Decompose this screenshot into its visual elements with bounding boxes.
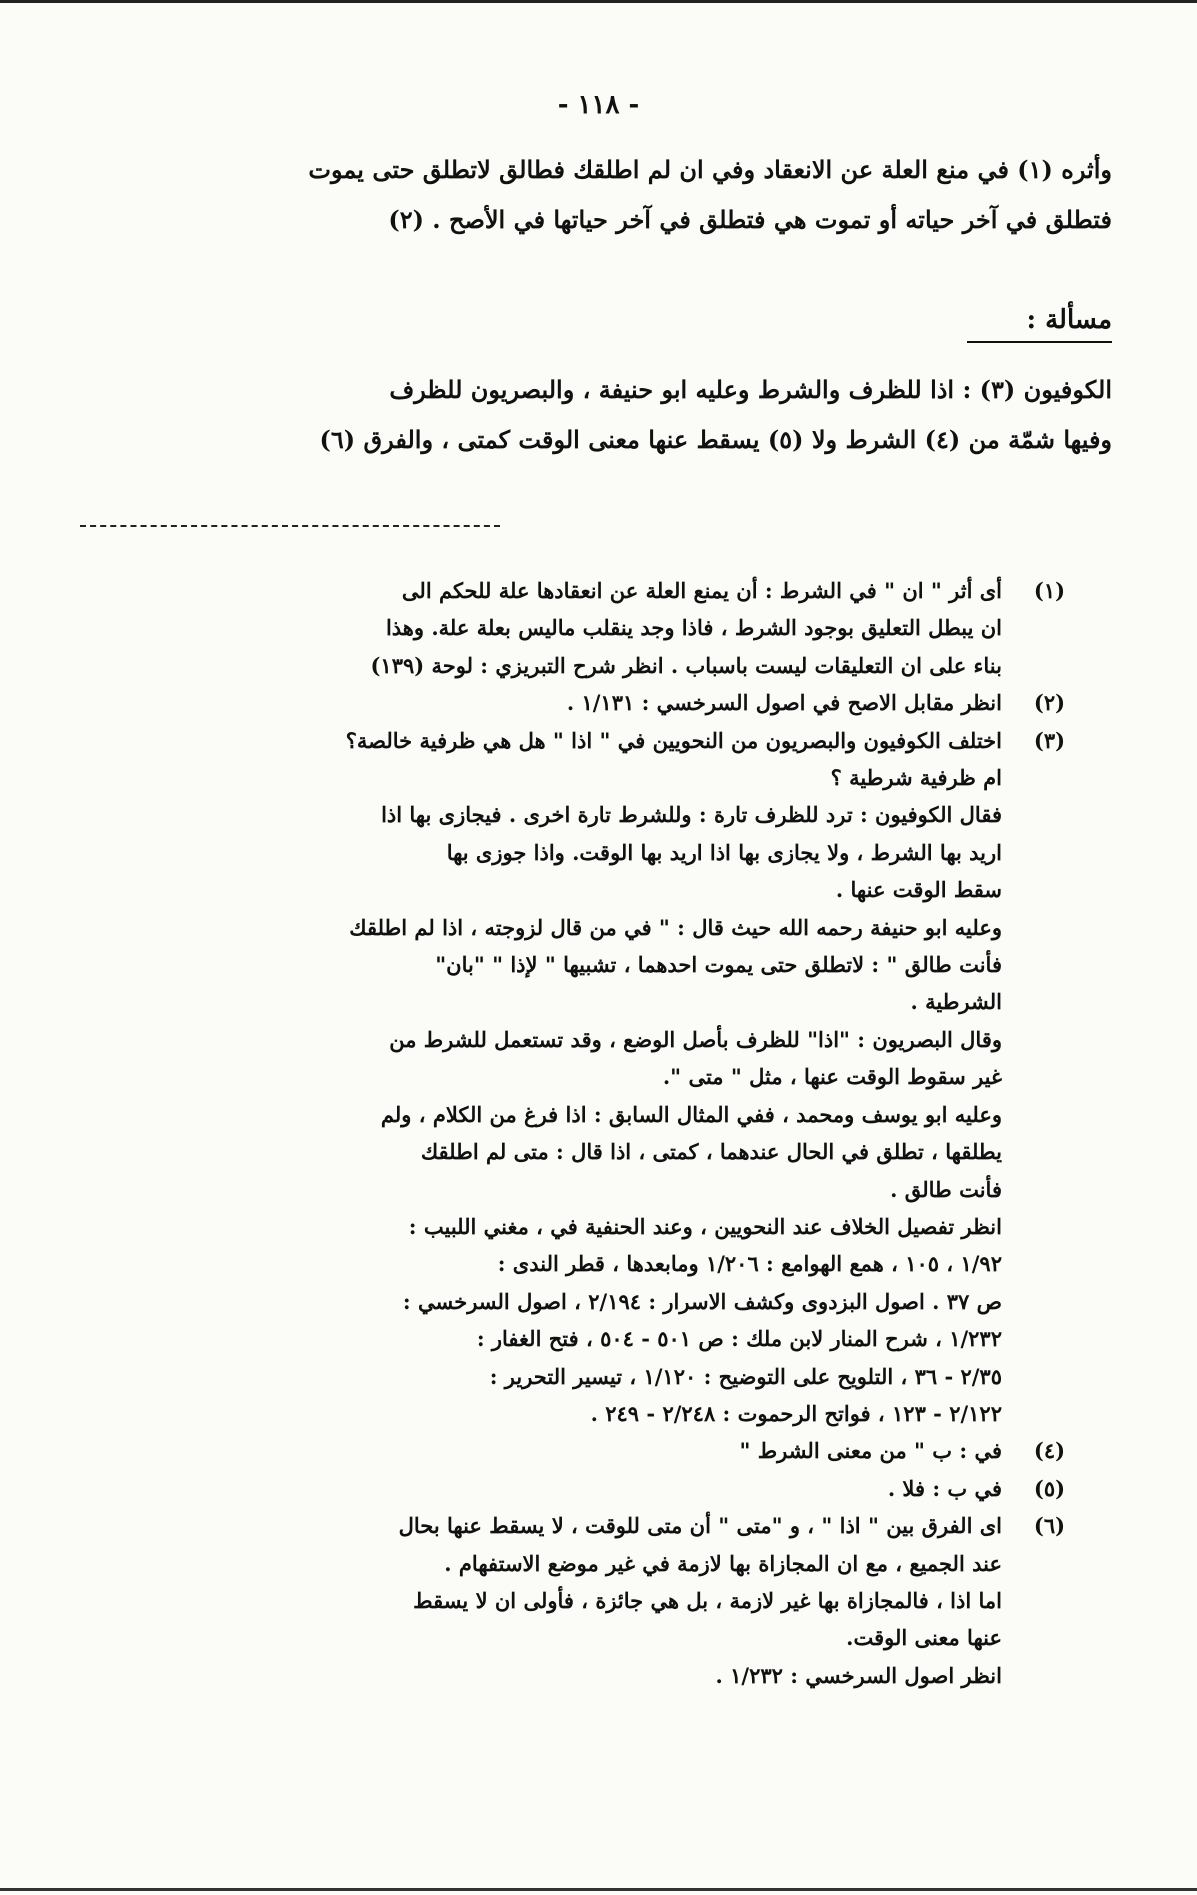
footnote-number: (٥)	[1033, 1475, 1066, 1501]
footnote-text	[100, 572, 1002, 684]
footnote-line: في : ب " من معنى الشرط "	[739, 1438, 1002, 1464]
footnote-line: وقال البصريون : "اذا" للظرف بأصل الوضع ، وقد تستعمل للشرط من	[389, 1026, 1002, 1052]
footnote-2	[100, 684, 1097, 721]
text-line: وأثره (١) في منع العلة عن الانعقاد وفي ان لم اطلقك فطالق لاتطلق حتى يموت	[308, 155, 1112, 184]
text-line: وفيها شمّة من (٤) الشرط ولا (٥) يسقط عنها معنى الوقت كمتى ، والفرق (٦)	[319, 425, 1112, 454]
footnote-number: (٢)	[1033, 690, 1066, 716]
footnote-number: (٣)	[1033, 727, 1066, 753]
footnote-line: ١/٩٢ ، ١٠٥ ، همع الهوامع : ١/٢٠٦ ومابعدها ، قطر الندى :	[497, 1251, 1002, 1277]
footnote-line: وعليه ابو حنيفة رحمه الله حيث قال : " في من قال لزوجته ، اذا لم اطلقك	[349, 914, 1002, 940]
page-number: - ١١٨ -	[557, 90, 640, 120]
text-line: الكوفيون (٣) : اذا للظرف والشرط وعليه ابو حنيفة ، والبصريون للظرف	[389, 375, 1112, 404]
footnote-line: بناء على ان التعليقات ليست باسباب . انظر شرح التبريزي : لوحة (١٣٩)	[370, 652, 1002, 678]
footnote-5	[100, 1470, 1097, 1507]
footnote-line: ٢/٣٥ - ٣٦ ، التلويح على التوضيح : ١/١٢٠ ، تيسير التحرير :	[489, 1363, 1002, 1389]
footnote-line: فقال الكوفيون : ترد للظرف تارة : وللشرط تارة اخرى . فيجازى بها اذا	[381, 802, 1002, 828]
footnote-1	[100, 572, 1097, 684]
footnote-line: اى الفرق بين " اذا " ، و "متى " أن متى للوقت ، لا يسقط عنها بحال	[398, 1513, 1002, 1539]
footnote-line: الشرطية .	[910, 989, 1002, 1015]
section-heading: مسألة :	[967, 305, 1112, 343]
footnote-line: أى أثر " ان " في الشرط : أن يمنع العلة عن انعقادها علة للحكم الى	[401, 578, 1002, 603]
text-line: فتطلق في آخر حياته أو تموت هي فتطلق في آخر حياتها في الأصح . (٢)	[388, 205, 1112, 234]
footnote-6	[100, 1507, 1097, 1694]
footnote-line: ١/٢٣٢ ، شرح المنار لابن ملك : ص ٥٠١ - ٥٠٤ ، فتح الغفار :	[476, 1326, 1002, 1352]
footnotes	[100, 572, 1097, 1694]
footnote-line: انظر مقابل الاصح في اصول السرخسي : ١/١٣١ .	[566, 690, 1002, 716]
footnote-text	[100, 1507, 1002, 1694]
footnote-line: في ب : فلا .	[887, 1475, 1002, 1501]
footnote-line: اما اذا ، فالمجازاة بها غير لازمة ، بل هي جائزة ، فأولى ان لا يسقط	[413, 1587, 1002, 1613]
footnote-number: (٦)	[1033, 1513, 1066, 1539]
footnote-line: اريد بها الشرط ، ولا يجازى بها اذا اريد بها الوقت. واذا جوزى بها	[446, 839, 1002, 865]
footnote-separator	[80, 525, 500, 527]
footnote-line: ان يبطل التعليق بوجود الشرط ، فاذا وجد ينقلب ماليس بعلة علة. وهذا	[385, 615, 1002, 641]
footnote-text	[100, 684, 1002, 721]
footnote-line: ص ٣٧ . اصول البزدوى وكشف الاسرار : ٢/١٩٤ ، اصول السرخسي :	[402, 1288, 1002, 1314]
footnote-line: انظر اصول السرخسي : ١/٢٣٢ .	[715, 1662, 1002, 1688]
footnote-text	[100, 722, 1002, 1433]
footnote-line: اختلف الكوفيون والبصريون من النحويين في " اذا " هل هي ظرفية خالصة؟	[345, 727, 1002, 753]
footnote-line: ام ظرفية شرطية ؟	[830, 765, 1002, 791]
footnote-line: يطلقها ، تطلق في الحال عندهما ، كمتى ، اذا قال : متى لم اطلقك	[420, 1139, 1002, 1165]
footnote-line: ٢/١٢٢ - ١٢٣ ، فواتح الرحموت : ٢/٢٤٨ - ٢٤٩ .	[590, 1400, 1002, 1426]
footnote-line: عنها معنى الوقت.	[846, 1625, 1002, 1651]
footnote-number: (٤)	[1033, 1438, 1066, 1464]
scan-bottom-edge	[0, 1888, 1197, 1891]
footnote-text	[100, 1432, 1002, 1469]
footnote-number: (١)	[1033, 578, 1066, 603]
paragraph-1	[85, 145, 1112, 245]
footnote-line: عند الجميع ، مع ان المجازاة بها لازمة في غير موضع الاستفهام .	[444, 1550, 1002, 1576]
footnote-line: فأنت طالق " : لاتطلق حتى يموت احدهما ، تشبيها " لإذا " "بان"	[435, 952, 1002, 978]
footnote-3	[100, 722, 1097, 1433]
footnote-line: فأنت طالق .	[890, 1176, 1002, 1202]
footnote-text	[100, 1470, 1002, 1507]
footnote-4	[100, 1432, 1097, 1469]
footnote-line: انظر تفصيل الخلاف عند النحويين ، وعند الحنفية في ، مغني اللبيب :	[408, 1213, 1002, 1239]
footnote-line: وعليه ابو يوسف ومحمد ، ففي المثال السابق : اذا فرغ من الكلام ، ولم	[380, 1101, 1002, 1127]
footnote-line: سقط الوقت عنها .	[835, 877, 1002, 903]
footnote-line: غير سقوط الوقت عنها ، مثل " متى ".	[662, 1064, 1002, 1090]
paragraph-2	[85, 365, 1112, 465]
